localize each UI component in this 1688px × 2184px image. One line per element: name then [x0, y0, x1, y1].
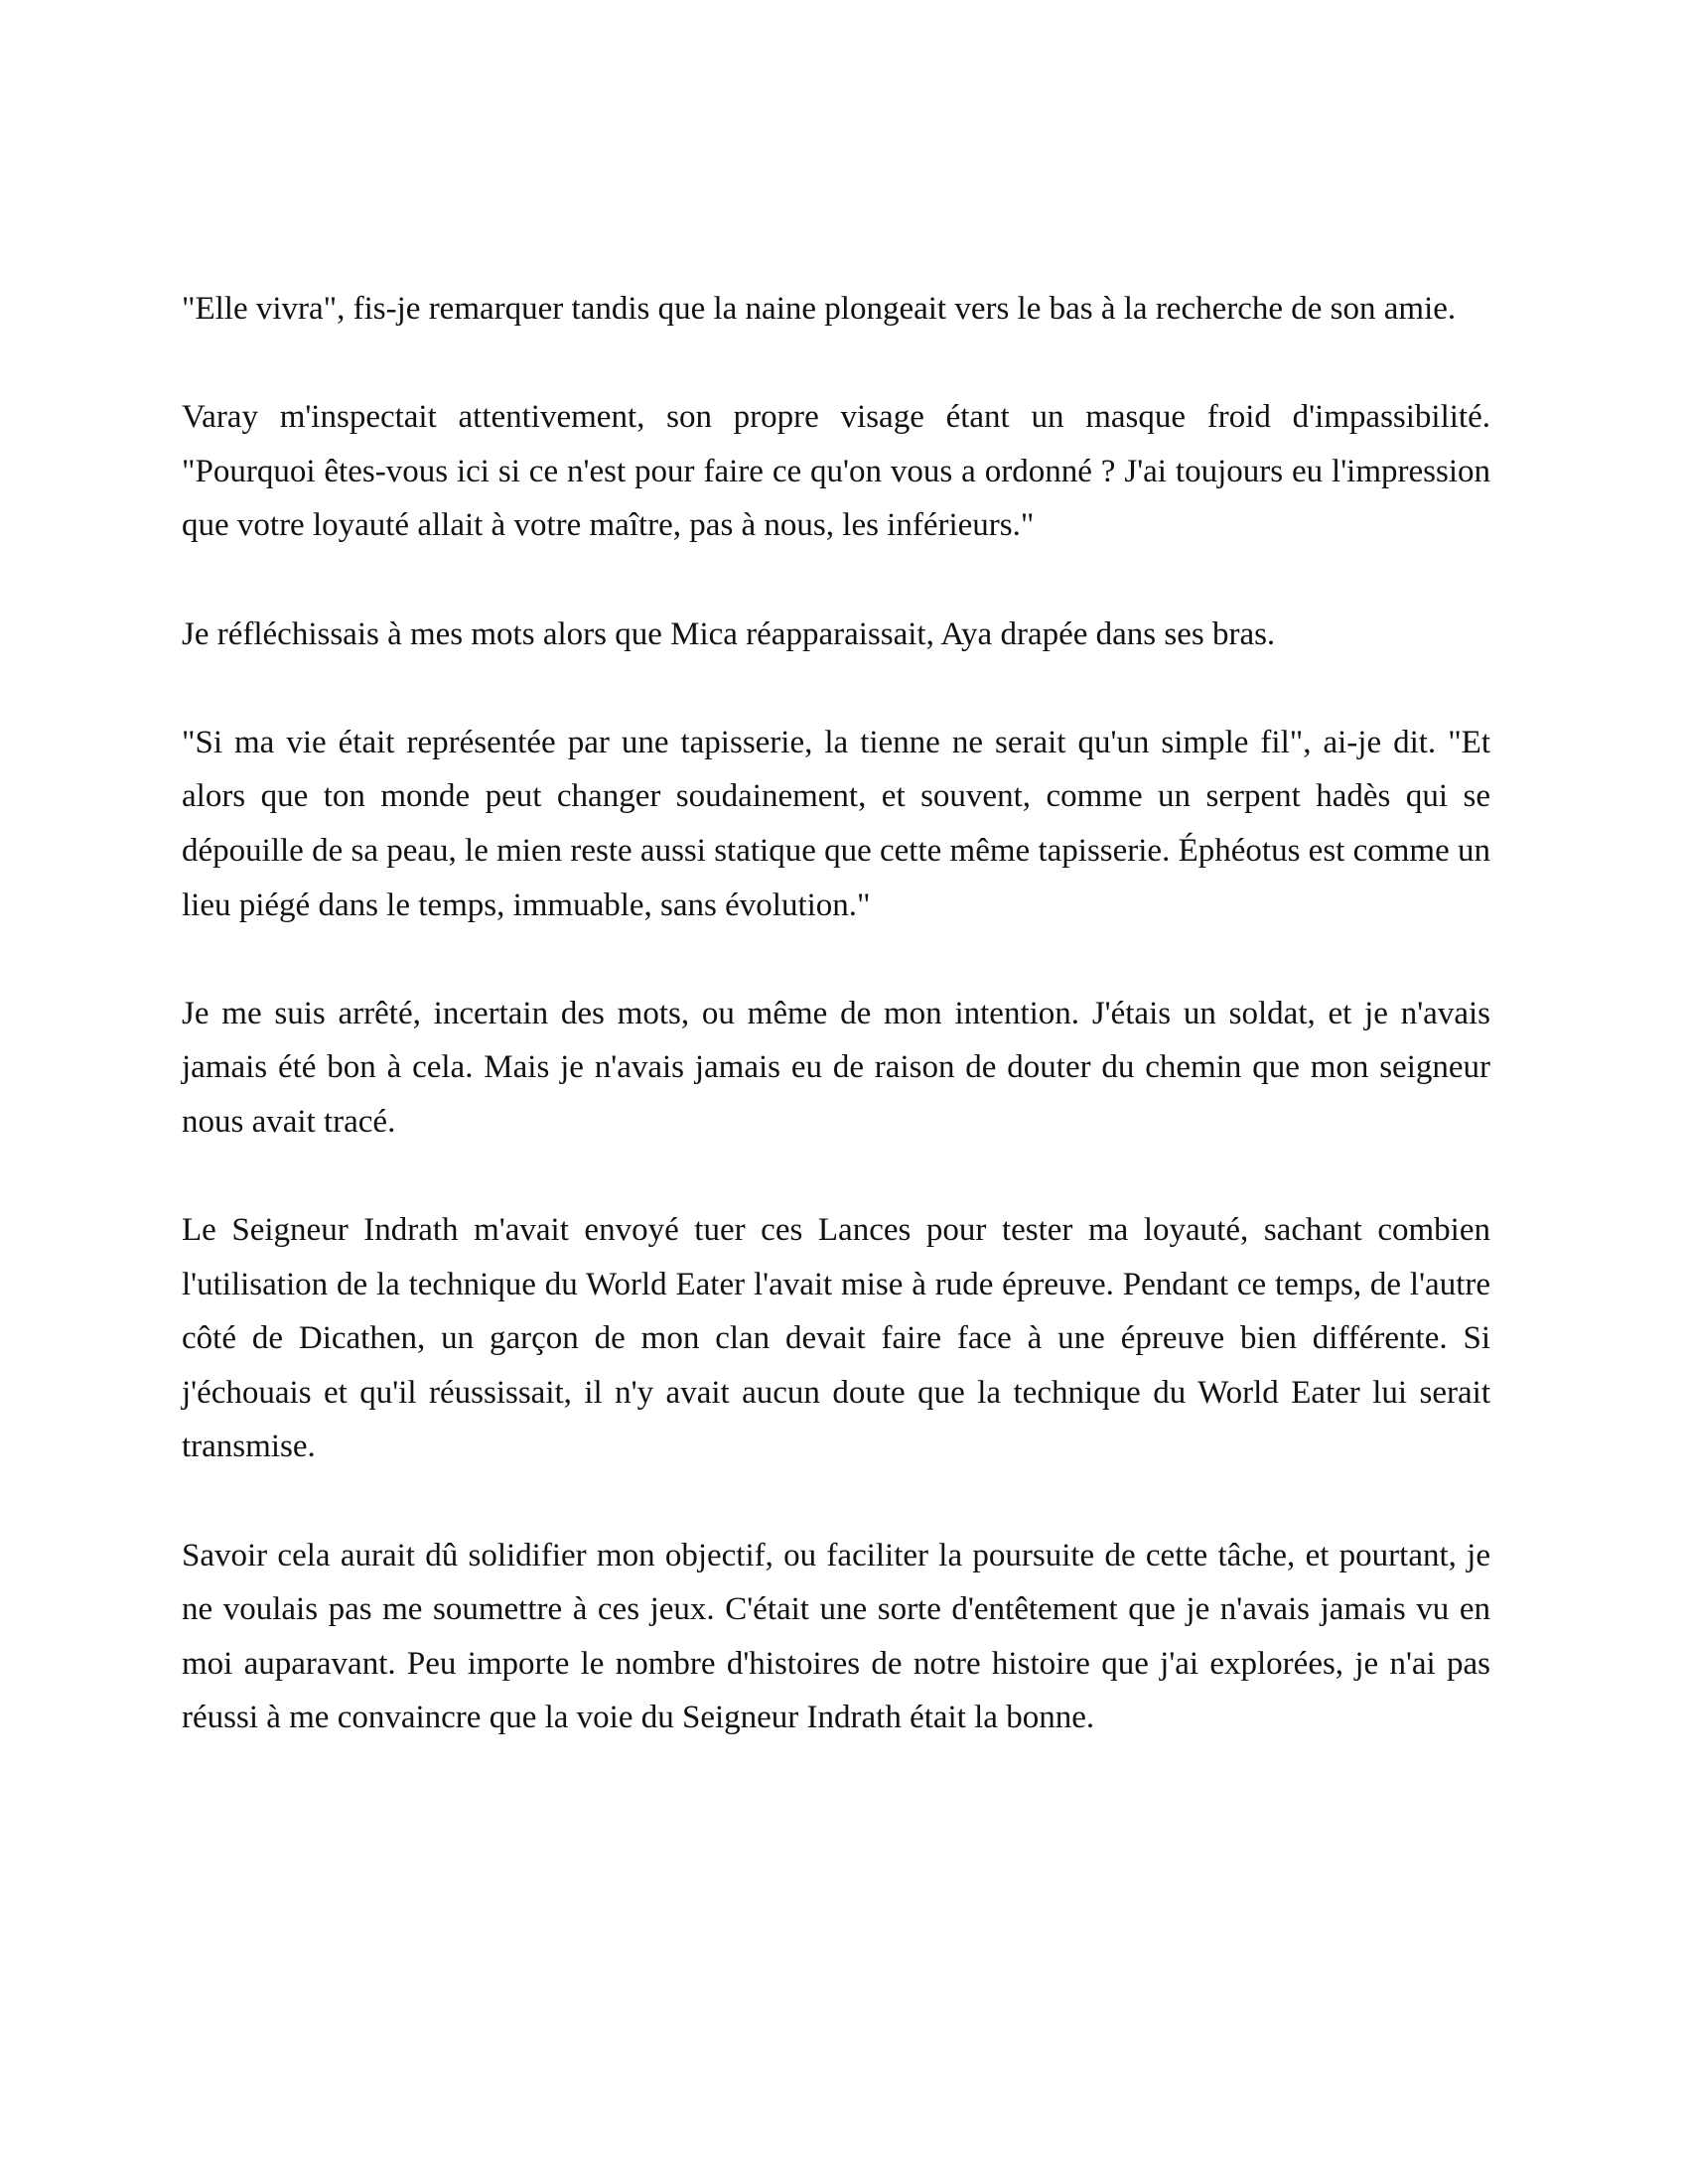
document-page — [182, 282, 1490, 1800]
paragraph-5: Je me suis arrêté, incertain des mots, ou même de mon intention. J'étais un soldat, et je n'avais jamais été bon à cela. Mais je n'avais jamais eu de raison de douter du chemin que mon seigneur nous avait tracé. — [182, 995, 1490, 1140]
paragraph-7: Savoir cela aurait dû solidifier mon objectif, ou faciliter la poursuite de cette tâche, et pourtant, je ne voulais pas me soumettre à ces jeux. C'était une sorte d'entêtement que je n'avais jamais vu en moi auparavant. Peu importe le nombre d'histoires de notre histoire que j'ai explorées, je n'ai pas réussi à me convaincre que la voie du Seigneur Indrath était la bonne. — [182, 1537, 1490, 1736]
paragraph-6: Le Seigneur Indrath m'avait envoyé tuer ces Lances pour tester ma loyauté, sachant combien l'utilisation de la technique du World Eater l'avait mise à rude épreuve. Pendant ce temps, de l'autre côté de Dicathen, un garçon de mon clan devait faire face à une épreuve bien différente. Si j'échouais et qu'il réussissait, il n'y avait aucun doute que la technique du World Eater lui serait transmise. — [182, 1212, 1490, 1465]
paragraph-2: Varay m'inspectait attentivement, son propre visage étant un masque froid d'impassibilité. "Pourquoi êtes-vous ici si ce n'est pour faire ce qu'on vous a ordonné ? J'ai toujours eu l'impression que votre loyauté allait à votre maître, pas à nous, les inférieurs." — [182, 399, 1490, 544]
paragraph-3: Je réfléchissais à mes mots alors que Mica réapparaissait, Aya drapée dans ses bras. — [182, 615, 1276, 652]
paragraph-1: "Elle vivra", fis-je remarquer tandis que la naine plongeait vers le bas à la recherche de son amie. — [182, 291, 1457, 327]
paragraph-4: "Si ma vie était représentée par une tapisserie, la tienne ne serait qu'un simple fil", ai-je dit. "Et alors que ton monde peut changer soudainement, et souvent, comme un serpent hadès qui se dépouille de sa peau, le mien reste aussi statique que cette même tapisserie. Éphéotus est comme un lieu piégé dans le temps, immuable, sans évolution." — [182, 724, 1490, 923]
